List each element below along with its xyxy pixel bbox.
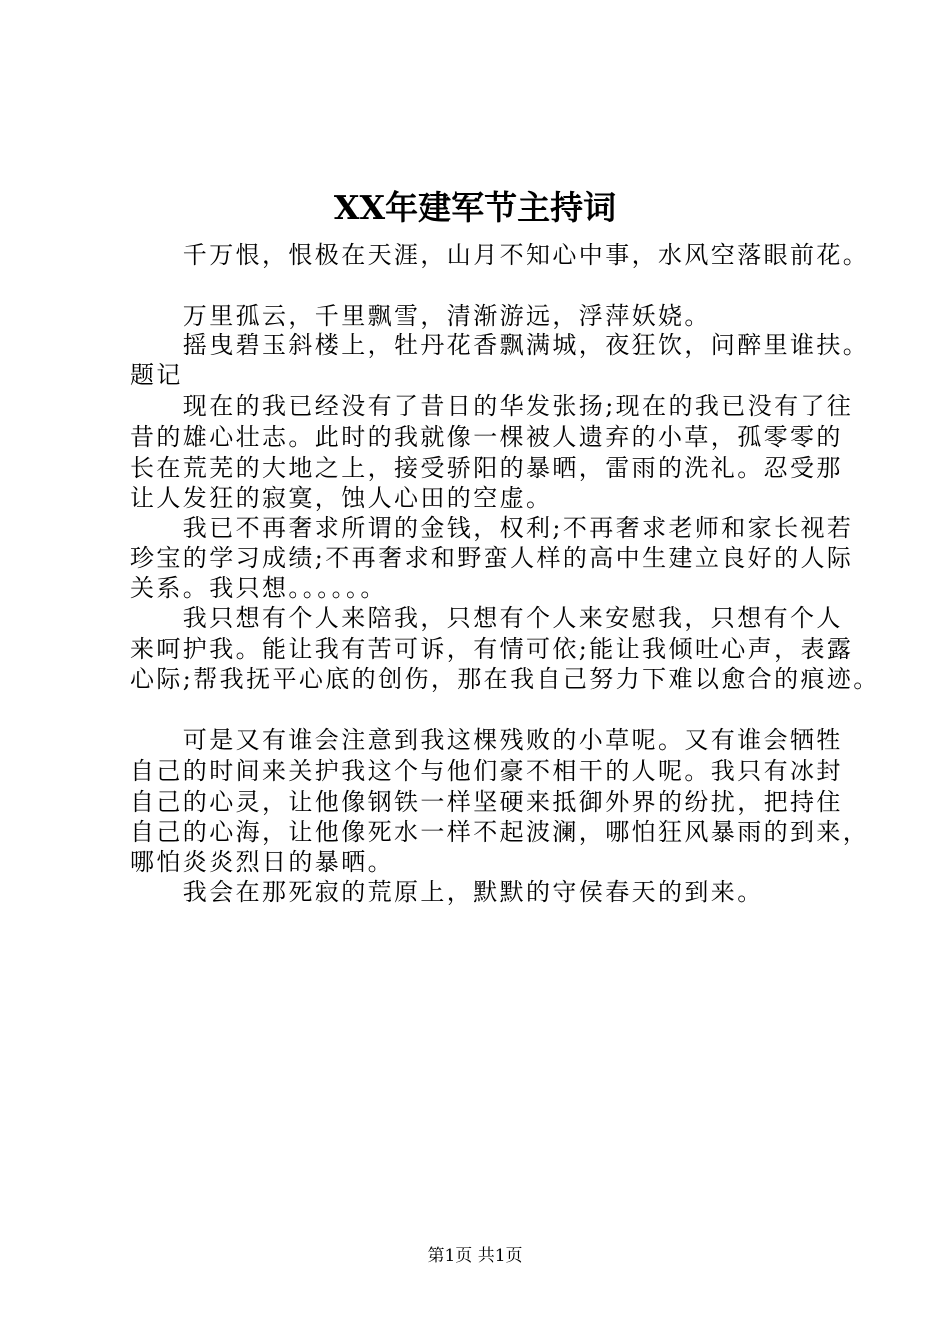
body-line-8: 让人发狂的寂寞，蚀人心田的空虚。 xyxy=(130,484,553,512)
body-line-18: 自己的心海，让他像死水一样不起波澜，哪怕狂风暴雨的到来， xyxy=(130,818,870,846)
body-line-10: 珍宝的学习成绩;不再奢求和野蛮人样的高中生建立良好的人际 xyxy=(130,544,854,572)
body-line-20: 我会在那死寂的荒原上，默默的守侯春天的到来。 xyxy=(130,878,764,906)
page-title: XX年建军节主持词 xyxy=(333,188,617,227)
body-line-2: 万里孤云，千里飘雪，清渐游远，浮萍妖娆。 xyxy=(130,302,711,330)
body-line-6: 昔的雄心壮志。此时的我就像一棵被人遗弃的小草，孤零零的 xyxy=(130,423,843,451)
body-line-9: 我已不再奢求所谓的金钱，权利;不再奢求老师和家长视若 xyxy=(130,514,854,542)
body-line-11: 关系。我只想。。。。。。 xyxy=(130,574,387,602)
body-line-14: 心际;帮我抚平心底的创伤，那在我自己努力下难以愈合的痕迹。 xyxy=(130,665,880,693)
body-line-1: 千万恨，恨极在天涯，山月不知心中事，水风空落眼前花。 xyxy=(130,241,870,269)
body-line-3: 摇曳碧玉斜楼上，牡丹花香飘满城，夜狂饮，问醉里谁扶。 xyxy=(130,331,870,359)
page-footer: 第1页 共1页 xyxy=(427,1246,523,1266)
body-line-4: 题记 xyxy=(130,361,183,389)
body-line-15: 可是又有谁会注意到我这棵残败的小草呢。又有谁会牺牲 xyxy=(130,726,843,754)
body-line-7: 长在荒芜的大地之上，接受骄阳的暴晒，雷雨的洗礼。忍受那 xyxy=(130,454,843,482)
body-line-12: 我只想有个人来陪我，只想有个人来安慰我，只想有个人 xyxy=(130,604,843,632)
body-line-13: 来呵护我。能让我有苦可诉，有情可依;能让我倾吐心声，表露 xyxy=(130,635,854,663)
body-line-19: 哪怕炎炎烈日的暴晒。 xyxy=(130,848,394,876)
body-line-17: 自己的心灵，让他像钢铁一样坚硬来抵御外界的纷扰，把持住 xyxy=(130,788,843,816)
body-line-16: 自己的时间来关护我这个与他们豪不相干的人呢。我只有冰封 xyxy=(130,757,843,785)
body-line-5: 现在的我已经没有了昔日的华发张扬;现在的我已没有了往 xyxy=(130,392,854,420)
